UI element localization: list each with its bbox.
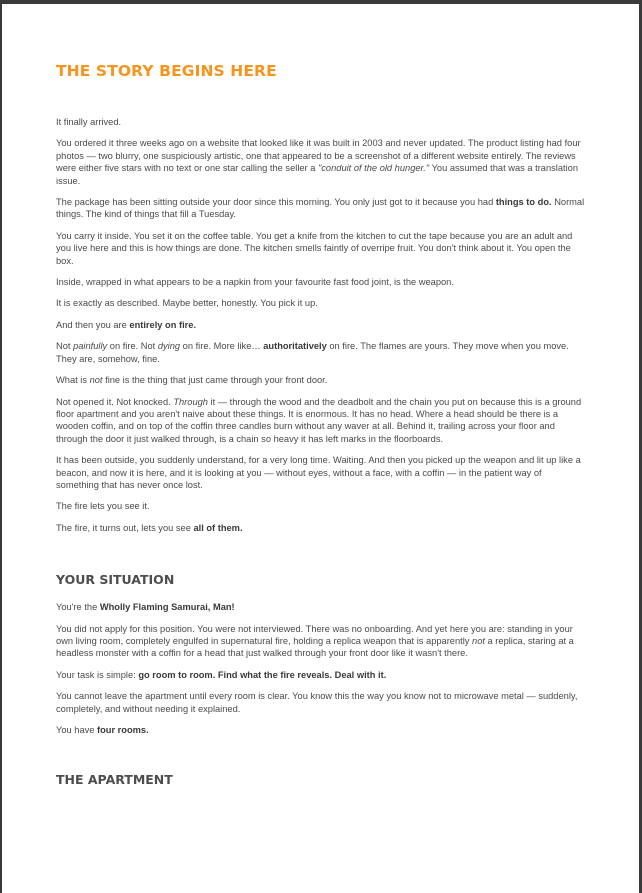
emphasis: entirely on fire. bbox=[129, 319, 197, 330]
paragraph: What is not fine is the thing that just came through your front door. bbox=[56, 375, 328, 386]
emphasis: Wholly Flaming Samurai, Man! bbox=[99, 602, 235, 613]
emphasis: authoritatively bbox=[263, 341, 327, 352]
situation-section bbox=[56, 601, 587, 736]
paragraph: You're the Wholly Flaming Samurai, Man! bbox=[56, 602, 235, 613]
paragraph: Inside, wrapped in what appears to be a napkin from your favourite fast food joint, is the weapon. bbox=[56, 277, 454, 288]
emphasis: all of them. bbox=[193, 522, 243, 533]
paragraph: You ordered it three weeks ago on a website that looked like it was built in 2003 and never updated. The product listing had four photos — two blurry, one suspiciously artistic, one that appeared to be a screenshot of a different website entirely. The reviews were either five stars with no text or one star calling the seller a "conduit of the old hunger." You assumed that was a translation issue. bbox=[56, 138, 581, 186]
page-title: THE STORY BEGINS HERE bbox=[56, 62, 277, 80]
paragraph: It is exactly as described. Maybe better, honestly. You pick it up. bbox=[56, 298, 318, 309]
emphasis: four rooms. bbox=[97, 725, 149, 735]
emphasis: things to do. bbox=[495, 197, 552, 208]
section-heading-situation: YOUR SITUATION bbox=[56, 572, 175, 588]
paragraph: The fire, it turns out, lets you see all of them. bbox=[56, 522, 243, 533]
emphasis: go room to room. Find what the fire reveals. Deal with it. bbox=[138, 669, 387, 680]
paragraph: And then you are entirely on fire. bbox=[56, 319, 197, 330]
story-section bbox=[56, 116, 587, 534]
paragraph: You have four rooms. bbox=[56, 725, 149, 735]
paragraph: It finally arrived. bbox=[56, 117, 122, 127]
paragraph: The package has been sitting outside your door since this morning. You only just got to it because you had things to do. Normal things. The kind of things that fill a Tuesday. bbox=[56, 197, 585, 220]
quoted-review: "conduit of the old hunger." bbox=[317, 163, 430, 174]
paragraph: Not opened it. Not knocked. Through it — through the wood and the deadbolt and the chain you put on because this is a ground floor apartment and you aren't naive about these things. It is enormous. It has no head. Where a head should be there is a wooden coffin, and on top of the coffin three candles burn without any waver at all. Behind it, trailing across your floor and through the door it just walked through, is a chain so heavy it has left marks in the floorboards. bbox=[56, 396, 582, 444]
paragraph: Not painfully on fire. Not dying on fire. More like… authoritatively on fire. The flames are yours. They move when you move. They are, somehow, fine. bbox=[56, 341, 569, 364]
document-page bbox=[2, 4, 639, 893]
paragraph: Your task is simple: go room to room. Find what the fire reveals. Deal with it. bbox=[56, 669, 387, 680]
paragraph: It has been outside, you suddenly understand, for a very long time. Waiting. And then you picked up the weapon and lit up like a beacon, and now it is here, and it is looking at you — without eyes, without a face, with a coffin — in the patient way of something that has never once lost. bbox=[56, 455, 581, 490]
paragraph: You cannot leave the apartment until every room is clear. You know this the way you know not to microwave metal — suddenly, completely, and without needing it explained. bbox=[56, 691, 578, 714]
paragraph: You carry it inside. You set it on the coffee table. You get a knife from the kitchen to cut the tape because you are an adult and you live here and this is how things are done. The kitchen smells faintly of overripe fruit. You don't think about it. You open the box. bbox=[56, 230, 573, 266]
paragraph: The fire lets you see it. bbox=[56, 501, 150, 512]
paragraph: You did not apply for this position. You were not interviewed. There was no onboarding. And yet here you are: standing in your own living room, completely engulfed in supernatural fire, holding a replica weapon that is apparently not a replica, staring at a headless monster with a coffin for a head that just walked through your front door like it wasn't there. bbox=[56, 623, 574, 659]
section-heading-apartment: THE APARTMENT bbox=[56, 772, 173, 788]
